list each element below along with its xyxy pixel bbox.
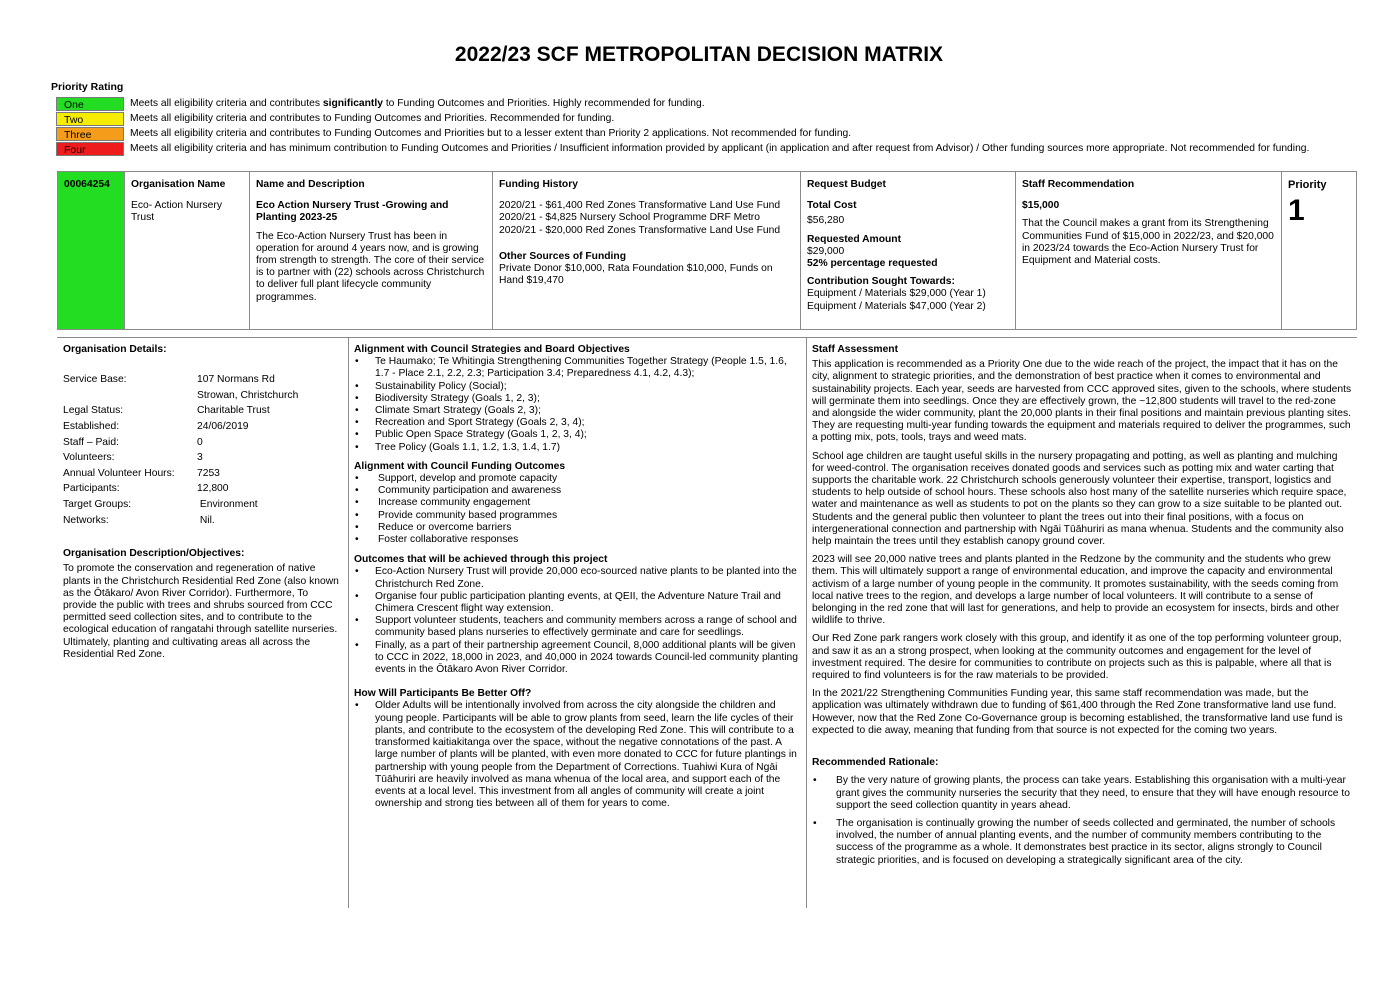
priority-swatch: One — [56, 97, 124, 111]
organisation-field-row — [63, 435, 341, 451]
organisation-field-label: Participants: — [63, 483, 120, 495]
list-item: • Eco-Action Nursery Trust will provide 20,000 eco-sourced native plants to be planted into the Christchurch Red Zone. — [354, 566, 800, 590]
project-outcomes-list — [354, 566, 800, 676]
priority-description-text: Meets all eligibility criteria and contributes — [130, 98, 323, 109]
organisation-field-value: Charitable Trust — [197, 405, 270, 417]
priority-cell — [1282, 172, 1358, 329]
name-description-header: Name and Description — [256, 179, 365, 190]
application-id: 00064254 — [64, 179, 110, 190]
contribution-item: Equipment / Materials $47,000 (Year 2) — [807, 300, 986, 312]
organisation-field-row — [63, 466, 341, 482]
service-base-line-1: 107 Normans Rd — [197, 374, 275, 386]
list-item: • Reduce or overcome barriers — [354, 522, 800, 534]
organisation-field-value: 12,800 — [197, 483, 229, 495]
list-item: • Te Haumako; Te Whitingia Strengthening Communities Together Strategy (People 1.5, 1.6, 1.7 - Place 2.1, 2.2, 2.3; Participation 3.4; Preparedness 4.1, 4.2, 4.3); — [354, 356, 800, 380]
staff-assessment-column — [812, 344, 1352, 873]
column-divider-left — [348, 338, 349, 908]
organisation-field-value: 7253 — [197, 467, 220, 479]
priority-description-text: Meets all eligibility criteria and has minimum contribution to Funding Outcomes and Priorities / Insufficient information provided by applicant (in application and after request from Advisor) / Other funding sources more appropriate. Not recommended for funding. — [130, 143, 1310, 154]
column-divider-right — [806, 338, 807, 908]
priority-description-emphasis: significantly — [322, 98, 383, 109]
total-cost-label: Total Cost — [807, 200, 857, 212]
list-item: • Community participation and awareness — [354, 485, 800, 497]
staff-recommendation-amount: $15,000 — [1022, 200, 1060, 212]
list-item: • Foster collaborative responses — [354, 534, 800, 546]
priority-description — [130, 142, 1309, 156]
contribution-list — [807, 288, 1009, 312]
organisation-field-value: 24/06/2019 — [197, 420, 249, 432]
organisation-description-header: Organisation Description/Objectives: — [63, 548, 245, 560]
list-item: • Sustainability Policy (Social); — [354, 381, 800, 393]
staff-recommendation-text: That the Council makes a grant from its Strengthening Communities Fund of $15,000 in 2022/23, and $20,000 in 2023/24 towards the Eco-Action Nursery Trust for Equipment and Material costs. — [1022, 218, 1274, 267]
organisation-field-label: Networks: — [63, 514, 109, 526]
funding-outcomes-header: Alignment with Council Funding Outcomes — [354, 460, 566, 472]
funding-history-list — [499, 200, 794, 237]
organisation-field-label: Target Groups: — [63, 498, 132, 510]
service-base-line-2: Strowan, Christchurch — [197, 389, 299, 401]
application-summary-table — [57, 171, 1357, 330]
application-id-cell — [58, 172, 125, 329]
organisation-field-value: Nil. — [197, 514, 215, 526]
list-item: • Support volunteer students, teachers and community members across a range of school and community based plans nurseries to effectively germinate and care for seedlings. — [354, 615, 800, 639]
project-description: The Eco-Action Nursery Trust has been in operation for around 4 years now, and is growing from strength to strength. The core of their service is to partner with (22) schools across Christchurch to deliver full plant lifecycle community programmes. — [256, 230, 485, 303]
staff-assessment-paragraph: School age children are taught useful skills in the nursery propagating and potting, as well as planting and mulching for weed-control. The organisation receives donated goods and services such as potting mix and water carting that supports the charitable work. 22 Christchurch schools generously volunteer their expertise, transport, logistics and students to help outside of school hours. These schools also host many of the satellite nurseries which require space, water and maintenance as well as students to pot on the plants so they can grow to a size suitable to be planted out. Students and the general public then volunteer to plant the trees out into their final positions, with a focus on intergenerational connection and partnership with Ngāi Tūāhuriri as mana whenua. Students and the community also help maintain the trees until they establish canopy ground cover. — [812, 450, 1347, 548]
organisation-field-label: Staff – Paid: — [63, 436, 119, 448]
project-outcomes-header: Outcomes that will be achieved through this project — [354, 554, 608, 566]
priority-swatch: Four — [56, 142, 124, 156]
funding-outcomes-list — [354, 473, 800, 546]
list-item: • Tree Policy (Goals 1.1, 1.2, 1.3, 1.4, 1.7) — [354, 442, 800, 454]
page-title: 2022/23 SCF METROPOLITAN DECISION MATRIX — [454, 43, 944, 66]
organisation-field-row — [63, 403, 341, 419]
organisation-description: To promote the conservation and regeneration of native plants in the Christchurch Residential Red Zone (also known as the Ōtākaro/ Avon River Corridor). Furthermore, To provide the public with trees and shrubs sourced from CCC permitted seed collection sites, and to contribute to the ecological education of rangatahi through satellite nurseries. Ultimately, planting and cultivating areas all across the Residential Red Zone. — [63, 563, 339, 660]
organisation-field-row — [63, 481, 341, 497]
contribution-item: Equipment / Materials $29,000 (Year 1) — [807, 288, 986, 300]
requested-amount-label: Requested Amount — [807, 233, 902, 245]
service-base-row — [63, 372, 341, 403]
list-item: • By the very nature of growing plants, the process can take years. Establishing this organisation with a multi-year grant gives the community nurseries the security that they need, to ensure that they will have enough resource to support the seed collection quantity in years ahead. — [812, 775, 1352, 812]
organisation-field-label: Established: — [63, 420, 120, 432]
funding-history-item: 2020/21 - $20,000 Red Zones Transformative Land Use Fund — [499, 224, 781, 236]
organisation-field-row — [63, 497, 341, 513]
service-base-label: Service Base: — [63, 374, 127, 386]
list-item: • Recreation and Sport Strategy (Goals 2, 3, 4); — [354, 417, 800, 429]
priority-description-text: Meets all eligibility criteria and contributes to Funding Outcomes and Priorities but to a lesser extent than Priority 2 applications. Not recommended for funding. — [130, 128, 852, 139]
list-item: • Public Open Space Strategy (Goals 1, 2, 3, 4); — [354, 429, 800, 441]
organisation-fields — [63, 403, 341, 528]
priority-swatch: Two — [56, 112, 124, 126]
better-off-header: How Will Participants Be Better Off? — [354, 688, 532, 700]
organisation-field-row — [63, 419, 341, 435]
better-off-list — [354, 700, 800, 810]
alignment-column — [354, 344, 800, 810]
priority-description — [130, 127, 851, 141]
list-item: • Older Adults will be intentionally involved from across the city alongside the children and young people. Participants will be able to grow plants from seed, learn the life cycles of their plants, and contribute to the ecosystem of the developing Red Zone. This will contribute to a transformed kaitiakitanga over the space, without the negative connotations of the past. A large number of plants will be planted, with even more donated to CCC for future plantings in partnership with young people from the Department of Corrections. Tuahiwi Kura of Ngāi Tūāhuriri are heavily involved as mana whenua of the local area, and support each of the events at a local level. This investment from all angles of community will create a joint ownership and strong ties between all of them for years to come. — [354, 700, 800, 810]
organisation-details-column — [63, 344, 341, 661]
staff-assessment-paragraph: This application is recommended as a Priority One due to the wide reach of the project, the impact that it has on the city, alignment to strategic priorities, and the demonstration of best practice when it comes to environmental and sustainability projects. Each year, seeds are harvested from CCC approved sites, given to the schools, where students will germinate them into seedlings. Once they are effectively grown, the ~12,800 students will travel to the red-zone and alongside the wider community, plant the 20,000 plants in their final positions and maintain previous planting sites. They are requesting multi-year funding towards the equipment and materials required to deliver the programmes, such a potting mix, pots, tools, trays and weed mats. — [812, 359, 1352, 444]
priority-header: Priority — [1288, 179, 1327, 191]
section-divider — [57, 337, 1357, 338]
organisation-field-label: Volunteers: — [63, 452, 115, 464]
list-item: • Climate Smart Strategy (Goals 2, 3); — [354, 405, 800, 417]
list-item: • Increase community engagement — [354, 497, 800, 509]
staff-assessment-paragraphs — [812, 359, 1352, 737]
staff-recommendation-cell — [1016, 172, 1282, 329]
staff-recommendation-header: Staff Recommendation — [1022, 179, 1135, 190]
funding-history-item: 2020/21 - $4,825 Nursery School Programme DRF Metro — [499, 212, 760, 224]
organisation-field-row — [63, 513, 341, 529]
priority-description — [130, 97, 705, 111]
organisation-details-header: Organisation Details: — [63, 344, 167, 355]
organisation-field-value: 3 — [197, 452, 203, 464]
requested-amount: $29,000 — [807, 245, 845, 257]
priority-description-text-end: to Funding Outcomes and Priorities. Highly recommended for funding. — [382, 98, 705, 109]
strategies-list — [354, 356, 800, 454]
organisation-name: Eco- Action Nursery Trust — [131, 200, 222, 224]
total-cost: $56,280 — [807, 215, 845, 227]
percentage-requested: 52% percentage requested — [807, 258, 938, 270]
strategies-header: Alignment with Council Strategies and Board Objectives — [354, 344, 630, 355]
list-item: • Biodiversity Strategy (Goals 1, 2, 3); — [354, 393, 800, 405]
organisation-name-cell — [125, 172, 250, 329]
priority-swatch: Three — [56, 127, 124, 141]
other-sources: Private Donor $10,000, Rata Foundation $10,000, Funds on Hand $19,470 — [499, 263, 773, 287]
request-budget-header: Request Budget — [807, 179, 886, 190]
list-item: • Finally, as a part of their partnership agreement Council, 8,000 additional plants will be given to CCC in 2022, 18,000 in 2023, and 40,000 in 2024 towards Council-led community planting events in the Ōtākaro Avon River Corridor. — [354, 640, 800, 677]
priority-description — [130, 112, 614, 126]
list-item: • Support, develop and promote capacity — [354, 473, 800, 485]
funding-history-cell — [493, 172, 801, 329]
funding-history-item: 2020/21 - $61,400 Red Zones Transformative Land Use Fund — [499, 200, 781, 212]
staff-assessment-header: Staff Assessment — [812, 344, 899, 355]
organisation-field-label: Annual Volunteer Hours: — [63, 467, 175, 479]
staff-assessment-paragraph: In the 2021/22 Strengthening Communities Funding year, this same staff recommendation was made, but the application was ultimately withdrawn due to funding of $61,400 through the Red Zone transformative land use fund. However, now that the Red Zone Co-Governance group is becoming established, the transformative land use fund is expected to die away, meaning that funding from that source is not expected for the coming two years. — [812, 688, 1343, 736]
staff-assessment-paragraph: 2023 will see 20,000 native trees and plants planted in the Redzone by the community and the students who grew them. This will ultimately support a range of environmental education, and improve the capacity and environmental activism of a large number of young people in the community. It promotes sustainability, with the seeds coming from local native trees to the region, and develops a large number of local volunteers. It will contribute to a sense of belonging in the red zone that will last for generations, and help to provide an ecosystem for insects, birds and other wildlife to thrive. — [812, 554, 1340, 627]
organisation-field-label: Legal Status: — [63, 405, 124, 417]
list-item: • Provide community based programmes — [354, 510, 800, 522]
priority-value: 1 — [1288, 194, 1305, 228]
recommended-rationale-header: Recommended Rationale: — [812, 757, 939, 769]
contribution-label: Contribution Sought Towards: — [807, 276, 955, 288]
name-description-cell — [250, 172, 493, 329]
priority-description-text: Meets all eligibility criteria and contributes to Funding Outcomes and Priorities. Recommended for funding. — [130, 113, 615, 124]
staff-assessment-paragraph: Our Red Zone park rangers work closely with this group, and identify it as one of the top performing volunteer group, and saw it as an a strong prospect, when looking at the community outcomes and engagement for the level of investment required. The desire for communities to contribute on projects such as this is palpable, where all that is required to find volunteers is for the raw materials to be provided. — [812, 633, 1342, 682]
organisation-field-row — [63, 450, 341, 466]
organisation-name-header: Organisation Name — [131, 179, 226, 190]
project-title: Eco Action Nursery Trust -Growing and Planting 2023-25 — [256, 200, 449, 224]
list-item: • Organise four public participation planting events, at QEII, the Adventure Nature Trail and Chimera Crescent flight way extension. — [354, 591, 800, 615]
organisation-field-value: 0 — [197, 436, 203, 448]
funding-history-header: Funding History — [499, 179, 578, 190]
recommended-rationale-list — [812, 775, 1352, 866]
organisation-field-value: Environment — [197, 498, 258, 510]
list-item: • The organisation is continually growing the number of seeds collected and germinated, the number of schools involved, the number of annual planting events, and the number of community members contributing to the success of the programme as a whole. It demonstrates best practice in its sector, aligns strongly to Council strategic priorities, and is focused on developing a strategically significant area of the city. — [812, 818, 1352, 867]
priority-rating-label: Priority Rating — [51, 81, 124, 93]
other-sources-header: Other Sources of Funding — [499, 250, 626, 262]
request-budget-cell — [801, 172, 1016, 329]
